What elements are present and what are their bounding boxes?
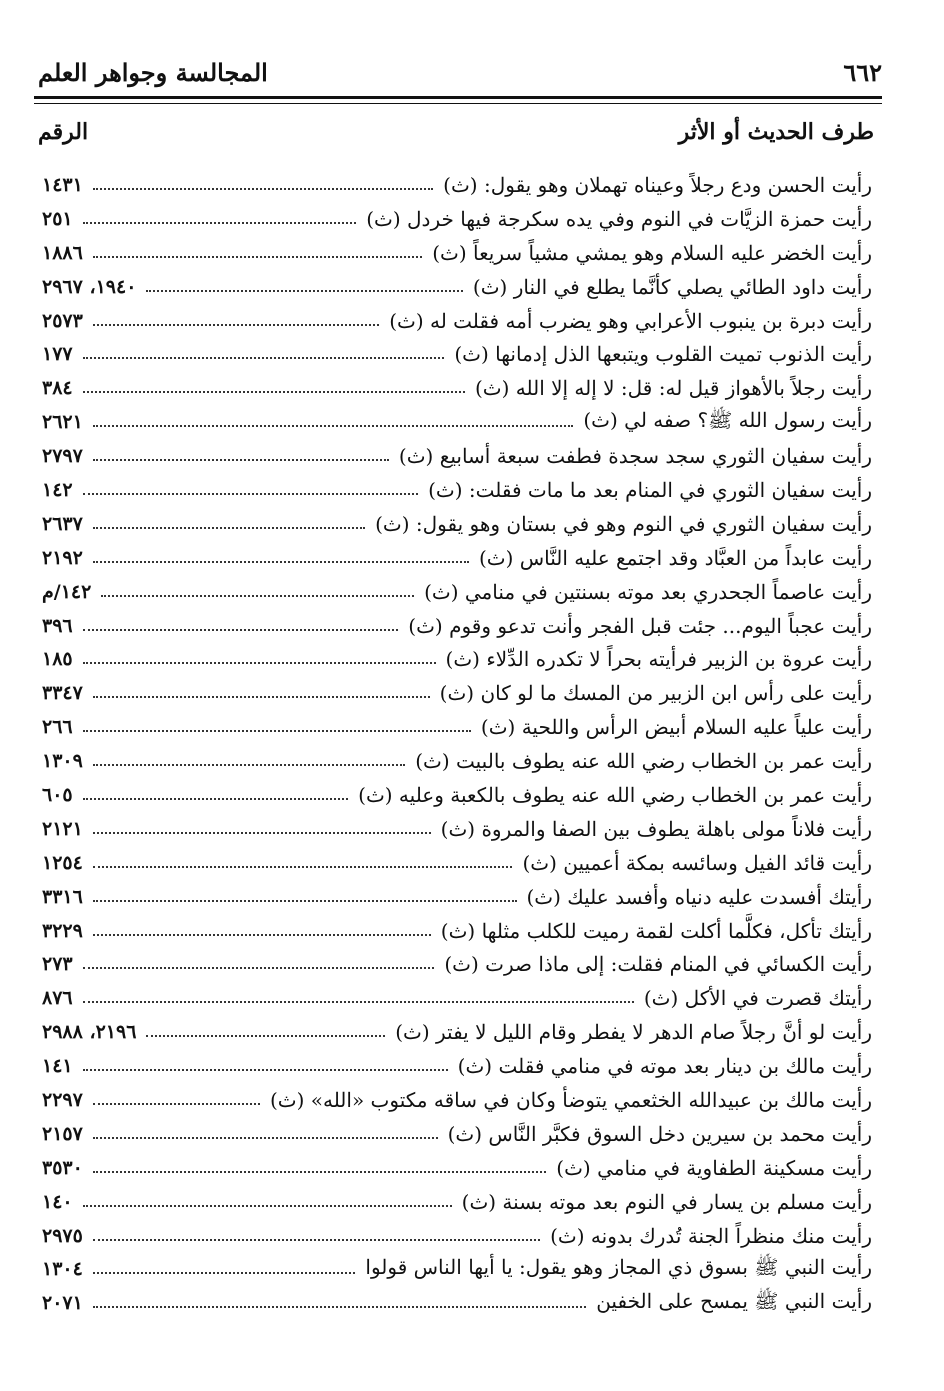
- index-entry-row: [42, 473, 872, 507]
- entry-text: رأيت عاصماً الجحدري بعد موته بسنتين في منامي (ث): [424, 579, 872, 604]
- index-entries: [42, 168, 872, 1320]
- dot-leader: [93, 1137, 438, 1139]
- entry-number: ٢٦٦: [42, 716, 73, 739]
- index-entry-row: [42, 337, 872, 371]
- entry-number: ٢٠٧١: [42, 1292, 83, 1315]
- entry-number: ١٣٠٩: [42, 750, 83, 773]
- index-entry-row: [42, 947, 872, 981]
- entry-number: ٨٧٦: [42, 987, 73, 1010]
- dot-leader: [83, 357, 445, 359]
- entry-text: رأيتك أفسدت عليه دنياه وأفسد عليك (ث): [526, 884, 872, 909]
- dot-leader: [93, 696, 430, 698]
- dot-leader: [83, 493, 418, 495]
- entry-text: رأيت عجباً اليوم... جئت قبل الفجر وأنت تدعو وقوم (ث): [408, 613, 872, 638]
- text-column-label: طرف الحديث أو الأثر: [678, 119, 874, 145]
- entry-number: ١٤٣١: [42, 173, 83, 196]
- entry-number: ٢٥١: [42, 207, 73, 230]
- entry-number: ١٤٢: [42, 478, 73, 501]
- dot-leader: [93, 1171, 546, 1173]
- dot-leader: [146, 290, 463, 292]
- entry-number: ١٢٥٤: [42, 851, 83, 874]
- index-entry-row: [42, 1253, 872, 1287]
- dot-leader: [146, 1035, 385, 1037]
- entry-text: رأيت دبرة بن ينبوب الأعرابي وهو يضرب أمه فقلت له (ث): [389, 308, 872, 333]
- entry-text: رأيتك قصرت في الأكل (ث): [643, 986, 872, 1011]
- index-entry-row: [42, 202, 872, 236]
- dot-leader: [83, 391, 465, 393]
- index-entry-row: [42, 846, 872, 880]
- index-entry-row: [42, 236, 872, 270]
- entry-number: ٣٥٣٠: [42, 1156, 83, 1179]
- column-headers: [38, 115, 874, 149]
- entry-text: رأيت عمر بن الخطاب رضي الله عنه يطوف بالكعبة وعليه (ث): [358, 782, 872, 807]
- dot-leader: [83, 222, 357, 224]
- entry-number: ٢١٢١: [42, 817, 83, 840]
- entry-text: رأيت رسول الله ﷺ؟ صفه لي (ث): [583, 407, 872, 432]
- entry-text: رأيت سفيان الثوري سجد سجدة فطفت سبعة أسابيع (ث): [398, 444, 872, 469]
- index-entry-row: [42, 1219, 872, 1253]
- dot-leader: [93, 866, 513, 868]
- dot-leader: [93, 1103, 260, 1105]
- entry-text: رأيت عابداً من العبَّاد وقد اجتمع عليه النَّاس (ث): [478, 545, 872, 570]
- dot-leader: [101, 595, 414, 597]
- entry-text: رأيت علياً عليه السلام أبيض الرأس واللحية (ث): [480, 715, 872, 740]
- dot-leader: [93, 256, 422, 258]
- dot-leader: [83, 1001, 634, 1003]
- index-entry-row: [42, 371, 872, 405]
- index-entry-row: [42, 642, 872, 676]
- dot-leader: [93, 934, 431, 936]
- entry-text: رأيت محمد بن سيرين دخل السوق فكبَّر النَّاس (ث): [447, 1121, 872, 1146]
- index-entry-row: [42, 1015, 872, 1049]
- entry-text: رأيت الحسن ودع رجلاً وعيناه تهملان وهو يقول: (ث): [443, 172, 872, 197]
- index-entry-row: [42, 541, 872, 575]
- index-entry-row: [42, 1286, 872, 1320]
- dot-leader: [93, 188, 433, 190]
- dot-leader: [93, 527, 365, 529]
- dot-leader: [83, 798, 349, 800]
- book-title: المجالسة وجواهر العلم: [38, 57, 268, 87]
- dot-leader: [93, 1306, 586, 1308]
- dot-leader: [93, 764, 405, 766]
- dot-leader: [83, 967, 435, 969]
- number-column-label: الرقم: [38, 119, 89, 145]
- entry-number: ٣٨٤: [42, 377, 73, 400]
- entry-number: ٣٩٦: [42, 614, 73, 637]
- entry-number: ٣٢٢٩: [42, 919, 83, 942]
- entry-number: ٢٦٣٧: [42, 512, 83, 535]
- page-number: ٦٦٢: [843, 57, 882, 87]
- entry-number: ٢٩٧٥: [42, 1224, 83, 1247]
- entry-number: ٢٧٩٧: [42, 445, 83, 468]
- entry-number: ١٧٧: [42, 343, 73, 366]
- index-entry-row: [42, 304, 872, 338]
- entry-text: رأيت مسلم بن يسار في النوم بعد موته بسنة (ث): [461, 1189, 872, 1214]
- dot-leader: [93, 561, 469, 563]
- entry-number: ٢٦٢١: [42, 411, 83, 434]
- dot-leader: [93, 1239, 540, 1241]
- dot-leader: [93, 324, 379, 326]
- dot-leader: [93, 1272, 356, 1274]
- index-entry-row: [42, 914, 872, 948]
- dot-leader: [83, 629, 399, 631]
- dot-leader: [83, 730, 471, 732]
- entry-text: رأيت النبي ﷺ يمسح على الخفين: [596, 1288, 872, 1313]
- index-entry-row: [42, 609, 872, 643]
- index-entry-row: [42, 880, 872, 914]
- header-rule-thick: [34, 96, 882, 99]
- entry-text: رأيت النبي ﷺ بسوق ذي المجاز وهو يقول: يا أيها الناس قولوا: [365, 1254, 872, 1279]
- entry-text: رأيت عمر بن الخطاب رضي الله عنه يطوف بالبيت (ث): [415, 749, 872, 774]
- entry-number: ٢٢٩٧: [42, 1088, 83, 1111]
- entry-text: رأيت مالك بن عبيدالله الخثعمي يتوضأ وكان في ساقه مكتوب «الله» (ث): [269, 1087, 872, 1112]
- entry-text: رأيت مسكينة الطفاوية في منامي (ث): [556, 1155, 872, 1180]
- entry-text: رأيت رجلاً بالأهواز قيل له: قل: لا إله إلا الله (ث): [474, 376, 872, 401]
- index-entry-row: [42, 168, 872, 202]
- index-entry-row: [42, 1151, 872, 1185]
- dot-leader: [83, 662, 436, 664]
- index-entry-row: [42, 507, 872, 541]
- index-entry-row: [42, 676, 872, 710]
- entry-number: ٢١٩٦، ٢٩٨٨: [42, 1021, 137, 1044]
- entry-number: ٢١٩٢: [42, 546, 83, 569]
- index-entry-row: [42, 1185, 872, 1219]
- running-head: [38, 52, 882, 92]
- entry-number: ٢٧٣: [42, 953, 73, 976]
- entry-text: رأيت سفيان الثوري في المنام بعد ما مات فقلت: (ث): [428, 477, 872, 502]
- dot-leader: [93, 900, 517, 902]
- dot-leader: [83, 1069, 448, 1071]
- index-entry-row: [42, 1117, 872, 1151]
- index-entry-row: [42, 778, 872, 812]
- index-entry-row: [42, 405, 872, 439]
- index-entry-row: [42, 744, 872, 778]
- entry-text: رأيت الخضر عليه السلام وهو يمشي مشياً سريعاً (ث): [432, 240, 872, 265]
- entry-number: ١٩٤٠، ٢٩٦٧: [42, 275, 137, 298]
- index-entry-row: [42, 812, 872, 846]
- index-entry-row: [42, 1049, 872, 1083]
- entry-number: ٣٣١٦: [42, 885, 83, 908]
- index-entry-row: [42, 439, 872, 473]
- entry-text: رأيتك تأكل، فكلَّما أكلت لقمة رميت للكلب مثلها (ث): [440, 918, 872, 943]
- entry-text: رأيت سفيان الثوري في النوم وهو في بستان وهو يقول: (ث): [375, 511, 872, 536]
- index-entry-row: [42, 270, 872, 304]
- entry-text: رأيت فلاناً مولى باهلة يطوف بين الصفا والمروة (ث): [440, 816, 872, 841]
- entry-text: رأيت داود الطائي يصلي كأنَّما يطلع في النار (ث): [472, 274, 872, 299]
- index-entry-row: [42, 575, 872, 609]
- dot-leader: [93, 459, 389, 461]
- entry-text: رأيت الذنوب تميت القلوب ويتبعها الذل إدمانها (ث): [454, 342, 872, 367]
- index-entry-row: [42, 981, 872, 1015]
- entry-number: ٢٥٧٣: [42, 309, 83, 332]
- entry-number: ١٨٨٦: [42, 241, 83, 264]
- entry-number: ٣٣٤٧: [42, 682, 83, 705]
- entry-number: ٢١٥٧: [42, 1122, 83, 1145]
- entry-text: رأيت عروة بن الزبير فرأيته بحراً لا تكدره الدِّلاء (ث): [445, 647, 872, 672]
- entry-number: ١٣٠٤: [42, 1258, 83, 1281]
- entry-text: رأيت قائد الفيل وسائسه بمكة أعميين (ث): [522, 850, 872, 875]
- entry-number: ١٤١: [42, 1055, 73, 1078]
- index-entry-row: [42, 710, 872, 744]
- header-rule-thin: [34, 103, 882, 104]
- entry-number: ١٨٥: [42, 648, 73, 671]
- entry-number: ٦٠٥: [42, 783, 73, 806]
- dot-leader: [93, 832, 431, 834]
- index-entry-row: [42, 1083, 872, 1117]
- entry-text: رأيت على رأس ابن الزبير من المسك ما لو كان (ث): [439, 681, 872, 706]
- entry-number: ١٤٢/م: [42, 580, 92, 603]
- entry-number: ١٤٠: [42, 1190, 73, 1213]
- entry-text: رأيت منك منظراً الجنة تُدرك بدونه (ث): [550, 1223, 872, 1248]
- entry-text: رأيت مالك بن دينار بعد موته في منامي فقلت (ث): [457, 1054, 872, 1079]
- dot-leader: [83, 1205, 452, 1207]
- dot-leader: [93, 425, 574, 427]
- entry-text: رأيت الكسائي في المنام فقلت: إلى ماذا صرت (ث): [444, 952, 872, 977]
- entry-text: رأيت حمزة الزيَّات في النوم وفي يده سكرجة فيها خردل (ث): [366, 206, 872, 231]
- entry-text: رأيت لو أنَّ رجلاً صام الدهر لا يفطر وقام الليل لا يفتر (ث): [395, 1020, 872, 1045]
